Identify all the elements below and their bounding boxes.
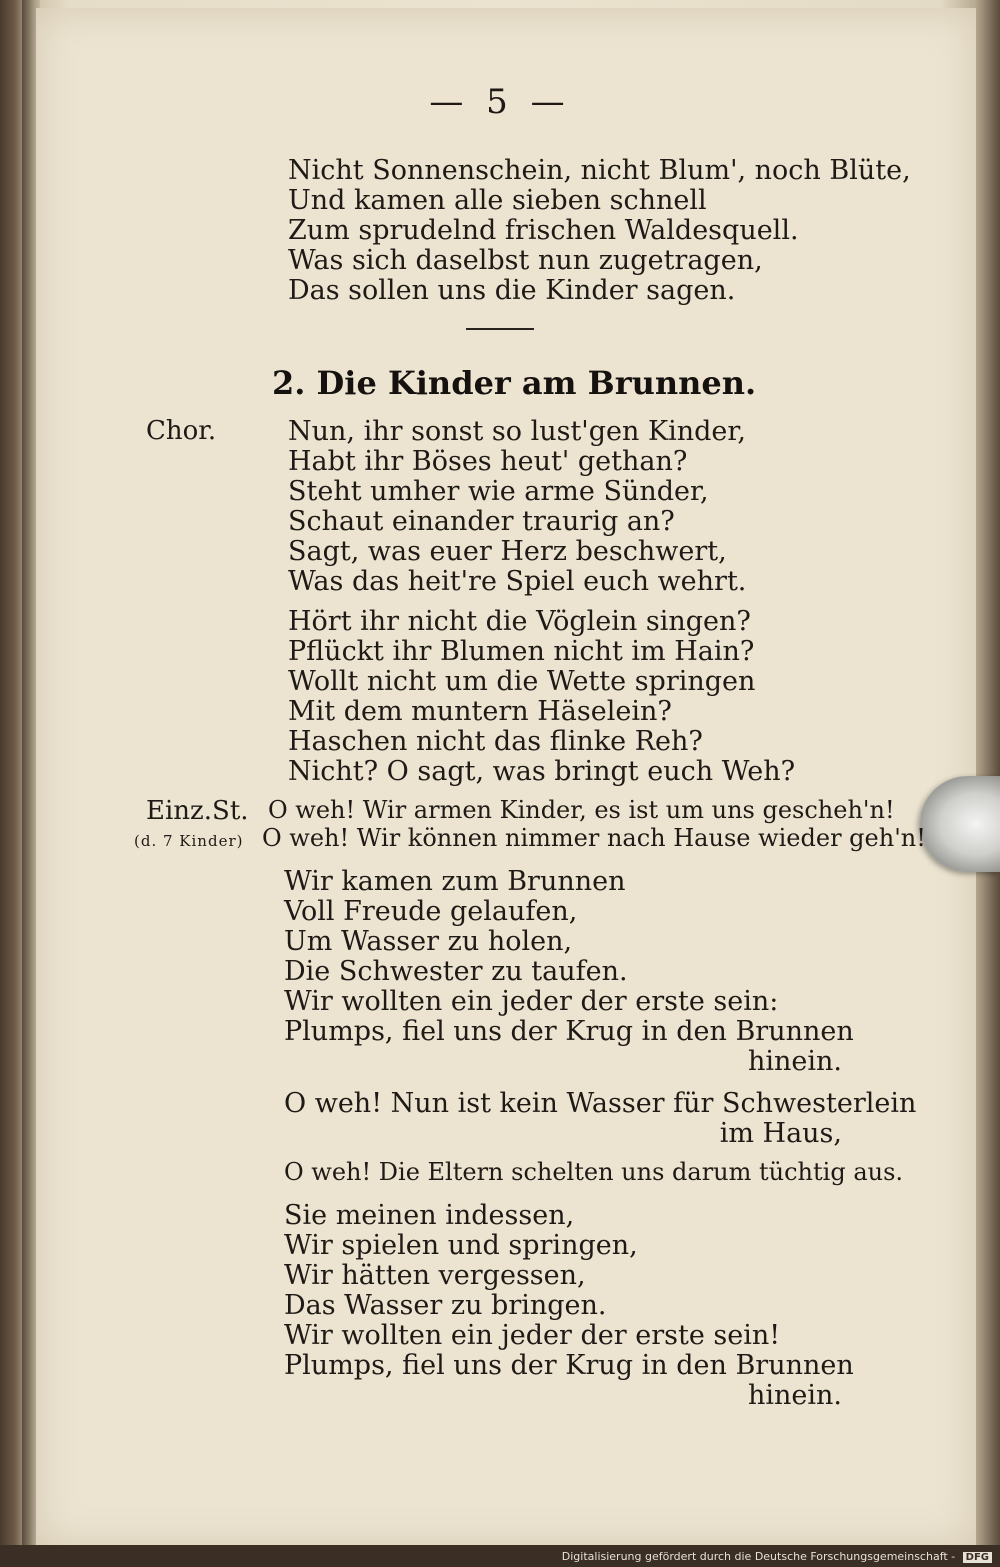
intro-line: Was sich daselbst nun zugetragen, (288, 245, 763, 276)
chor-line: Steht umher wie arme Sünder, (288, 476, 709, 507)
einz-line: O weh! Wir armen Kinder, es ist um uns gescheh'n! (268, 796, 895, 824)
footer-bar (0, 1545, 1000, 1567)
chor-line: Habt ihr Böses heut' gethan? (288, 446, 688, 477)
intro-line: Nicht Sonnenschein, nicht Blum', noch Blüte, (288, 155, 911, 186)
chor-line: Nun, ihr sonst so lust'gen Kinder, (288, 416, 746, 447)
kinder-line: Wir hätten vergessen, (284, 1260, 586, 1291)
kinder-line-continuation: hinein. (748, 1046, 842, 1077)
section-heading: 2. Die Kinder am Brunnen. (272, 364, 757, 402)
chor-line: Schaut einander traurig an? (288, 506, 675, 537)
kinder-line: Plumps, fiel uns der Krug in den Brunnen (284, 1350, 854, 1381)
kinder-line: Die Schwester zu taufen. (284, 956, 628, 987)
speaker-label-chor: Chor. (146, 416, 217, 446)
chor-line: Mit dem muntern Häselein? (288, 696, 672, 727)
chor-line: Nicht? O sagt, was bringt euch Weh? (288, 756, 796, 787)
page-number: — 5 — (429, 82, 571, 122)
chor-line: Pflückt ihr Blumen nicht im Hain? (288, 636, 755, 667)
kinder-line: Voll Freude gelaufen, (284, 896, 578, 927)
kinder-line: O weh! Wir können nimmer nach Hause wieder geh'n! (262, 824, 926, 852)
footer-credit (562, 1550, 992, 1563)
chor-line: Was das heit're Spiel euch wehrt. (288, 566, 747, 597)
kinder-line: Plumps, fiel uns der Krug in den Brunnen (284, 1016, 854, 1047)
oweh-line-continuation: im Haus, (719, 1118, 842, 1149)
oweh-line: O weh! Die Eltern schelten uns darum tüchtig aus. (284, 1158, 904, 1186)
intro-line: Und kamen alle sieben schnell (288, 185, 707, 216)
intro-line: Das sollen uns die Kinder sagen. (288, 275, 736, 306)
chor-line: Haschen nicht das flinke Reh? (288, 726, 703, 757)
kinder-line: Wir kamen zum Brunnen (284, 866, 626, 897)
kinder-line: Wir wollten ein jeder der erste sein! (284, 1320, 781, 1351)
section-divider (466, 328, 534, 330)
kinder-line: Um Wasser zu holen, (284, 926, 573, 957)
kinder-line-continuation: hinein. (748, 1380, 842, 1411)
kinder-line: Wir spielen und springen, (284, 1230, 638, 1261)
oweh-line: O weh! Nun ist kein Wasser für Schwesterlein (284, 1088, 917, 1119)
kinder-line: Sie meinen indessen, (284, 1200, 575, 1231)
footer-credit-text: Digitalisierung gefördert durch die Deutsche Forschungsgemeinschaft - (561, 1550, 956, 1563)
speaker-label-einz: Einz.St. (146, 796, 249, 826)
speaker-label-kinder: (d. 7 Kinder) (134, 832, 244, 850)
chor-line: Wollt nicht um die Wette springen (288, 666, 756, 697)
dfg-logo: DFG (963, 1552, 992, 1563)
intro-line: Zum sprudelnd frischen Waldesquell. (288, 215, 799, 246)
chor-line: Sagt, was euer Herz beschwert, (288, 536, 727, 567)
chor-line: Hört ihr nicht die Vöglein singen? (288, 606, 751, 637)
kinder-line: Das Wasser zu bringen. (284, 1290, 607, 1321)
kinder-line: Wir wollten ein jeder der erste sein: (284, 986, 779, 1017)
